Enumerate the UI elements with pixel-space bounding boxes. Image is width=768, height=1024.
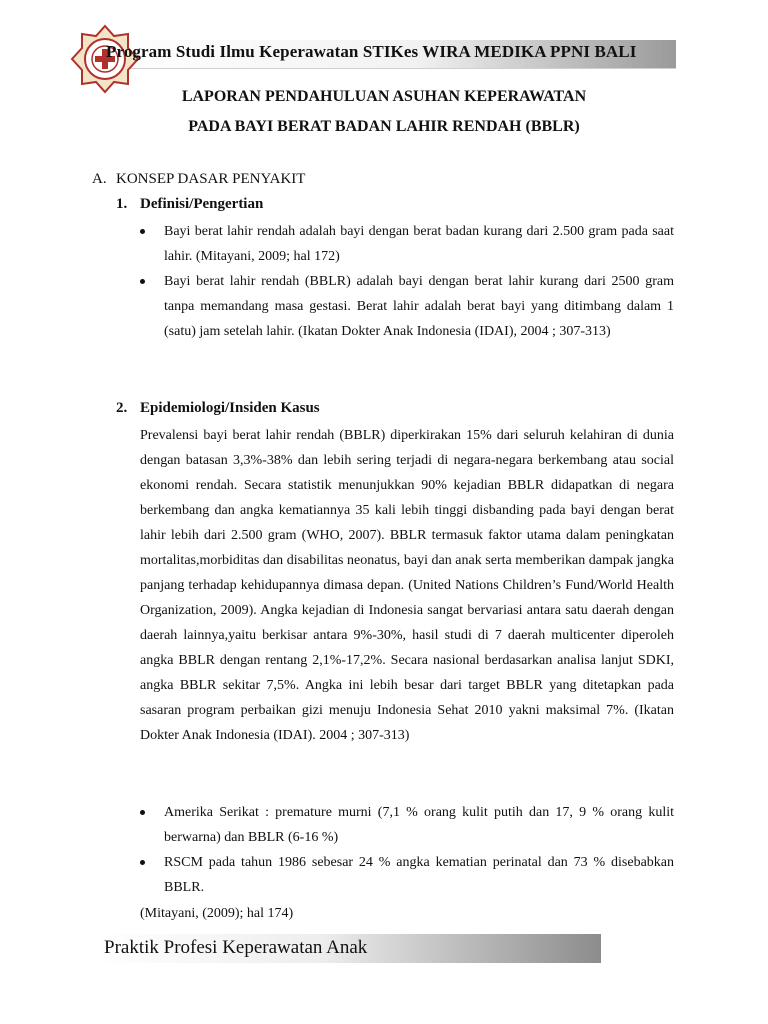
- footer-text: Praktik Profesi Keperawatan Anak: [104, 937, 368, 958]
- subsection-1-heading: [116, 196, 263, 213]
- subsection-2-title: Epidemiologi/Insiden Kasus: [140, 400, 320, 416]
- definition-list: [140, 219, 674, 344]
- subsection-2-number: 2.: [116, 400, 128, 416]
- header-institution: Program Studi Ilmu Keperawatan STIKes WIRA MEDIKA PPNI BALI: [106, 42, 637, 61]
- subsection-2-heading: [116, 400, 320, 417]
- document-title-line2: PADA BAYI BERAT BADAN LAHIR RENDAH (BBLR): [188, 118, 580, 135]
- incidence-list: [140, 800, 674, 900]
- epidemiology-paragraph: Prevalensi bayi berat lahir rendah (BBLR) diperkirakan 15% dari seluruh kelahiran di dunia dengan batasan 3,3%-38% dan lebih sering terjadi di negara-negara berkembang atau social ekonomi rendah. Secara statistik menunjukkan 90% kejadian BBLR didapatkan di negara berkembang dan angka kematiannya 35 kali lebih tinggi disbanding pada bayi dengan berat lahir lebih dari 2.500 gram (WHO, 2007). BBLR termasuk faktor utama dalam peningkatan mortalitas,morbiditas dan disabilitas neonatus, bayi dan anak serta memberikan dampak jangka panjang terhadap kehidupannya dimasa depan. (United Nations Children’s Fund/World Health Organization, 2009). Angka kejadian di Indonesia sangat bervariasi antara satu daerah dengan daerah lainnya,yaitu berkisar antara 9%-30%, hasil studi di 7 daerah multicenter diperoleh angka BBLR dengan rentang 2,1%-17,2%. Secara nasional berdasarkan analisa lanjut SDKI, angka BBLR sekitar 7,5%. Angka ini lebih besar dari target BBLR yang ditetapkan pada sasaran program perbaikan gizi menuju Indonesia Sehat 2010 yakni maksimal 7%. (Ikatan Dokter Anak Indonesia (IDAI). 2004 ; 307-313): [140, 428, 674, 743]
- incidence-item: Amerika Serikat : premature murni (7,1 % orang kulit putih dan 17, 9 % orang kulit berwarna) dan BBLR (6-16 %): [140, 800, 674, 850]
- definition-item: Bayi berat lahir rendah adalah bayi dengan berat badan kurang dari 2.500 gram pada saat lahir. (Mitayani, 2009; hal 172): [140, 219, 674, 269]
- incidence-item: RSCM pada tahun 1986 sebesar 24 % angka kematian perinatal dan 73 % disebabkan BBLR.: [140, 850, 674, 900]
- subsection-1-title: Definisi/Pengertian: [140, 196, 264, 212]
- section-a-heading: [92, 171, 305, 188]
- subsection-1-number: 1.: [116, 196, 128, 212]
- section-a-title: KONSEP DASAR PENYAKIT: [116, 171, 306, 187]
- document-title-line1: LAPORAN PENDAHULUAN ASUHAN KEPERAWATAN: [181, 88, 587, 105]
- citation: (Mitayani, (2009); hal 174): [140, 906, 294, 921]
- definition-item: Bayi berat lahir rendah (BBLR) adalah bayi dengan berat lahir kurang dari 2500 gram tanpa memandang masa gestasi. Berat lahir adalah berat bayi yang ditimbang dalam 1 (satu) jam setelah lahir. (Ikatan Dokter Anak Indonesia (IDAI), 2004 ; 307-313): [140, 269, 674, 344]
- section-a-letter: A.: [92, 171, 107, 187]
